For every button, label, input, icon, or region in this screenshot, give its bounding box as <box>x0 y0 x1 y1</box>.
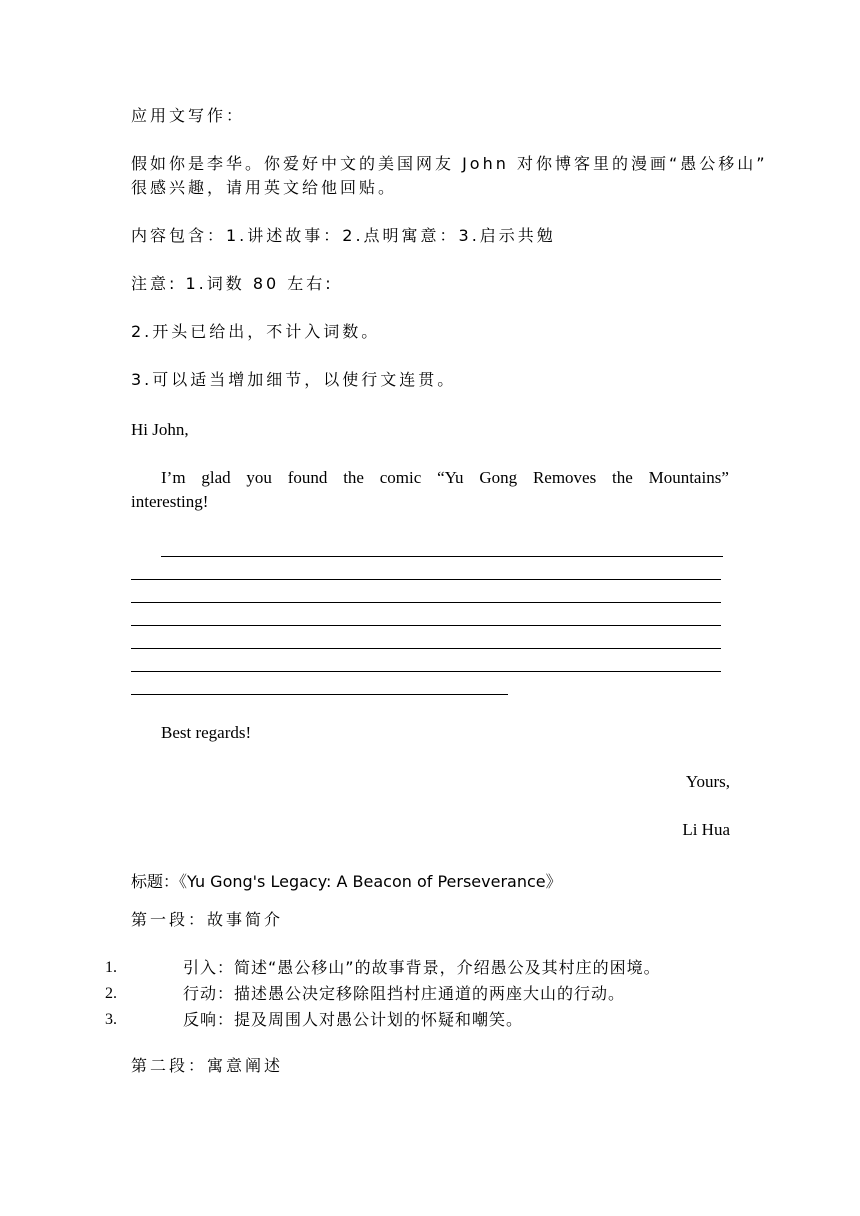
opening-word: Gong <box>479 468 518 487</box>
outline-section-1: 第一段：故事简介 <box>131 910 284 929</box>
opening-word: Mountains” <box>648 468 729 487</box>
task-prompt-line1: 假如你是李华。你爱好中文的美国网友 John 对你博客里的漫画“愚公移山” <box>131 154 768 173</box>
writing-blank-line <box>131 694 508 695</box>
outline-item-number: 3. <box>105 1011 117 1028</box>
writing-blank-line <box>131 625 721 626</box>
task-content-requirements: 内容包含：1.讲述故事：2.点明寓意：3.启示共勉 <box>131 226 556 245</box>
opening-word: found <box>287 468 328 487</box>
outline-item-text: 反响：提及周围人对愚公计划的怀疑和嘲笑。 <box>183 1010 524 1029</box>
opening-word: the <box>343 468 364 487</box>
outline-item-number: 1. <box>105 959 117 976</box>
opening-word: the <box>612 468 633 487</box>
task-note-3: 3.可以适当增加细节，以使行文连贯。 <box>131 370 457 389</box>
writing-blank-line <box>131 579 721 580</box>
opening-word: glad <box>201 468 231 487</box>
outline-item-text: 行动：描述愚公决定移除阻挡村庄通道的两座大山的行动。 <box>183 984 626 1003</box>
outline-title: 标题：《Yu Gong's Legacy: A Beacon of Perseverance》 <box>131 872 562 891</box>
opening-word: “Yu <box>437 468 464 487</box>
letter-signoff: Yours, <box>685 772 730 791</box>
letter-signature: Li Hua <box>682 820 730 839</box>
letter-closing: Best regards! <box>161 723 252 742</box>
outline-section-2: 第二段：寓意阐述 <box>131 1056 284 1075</box>
writing-blank-line <box>161 556 723 557</box>
task-note-2: 2.开头已给出，不计入词数。 <box>131 322 381 341</box>
task-heading: 应用文写作： <box>131 106 246 125</box>
task-note-1: 注意: 1.词数 80 左右: <box>131 274 334 293</box>
opening-word: I’m <box>161 468 186 487</box>
outline-item-text: 引入：简述“愚公移山”的故事背景，介绍愚公及其村庄的困境。 <box>183 958 661 977</box>
letter-opening-line2: interesting! <box>131 492 209 511</box>
task-prompt-line2: 很感兴趣，请用英文给他回贴。 <box>131 178 398 197</box>
writing-blank-line <box>131 648 721 649</box>
writing-blank-line <box>131 671 721 672</box>
letter-greeting: Hi John, <box>131 420 189 439</box>
opening-word: Removes <box>532 468 597 487</box>
opening-word: you <box>246 468 272 487</box>
opening-word: comic <box>379 468 422 487</box>
outline-item-number: 2. <box>105 985 117 1002</box>
writing-blank-line <box>131 602 721 603</box>
letter-opening-line1 <box>131 467 729 489</box>
